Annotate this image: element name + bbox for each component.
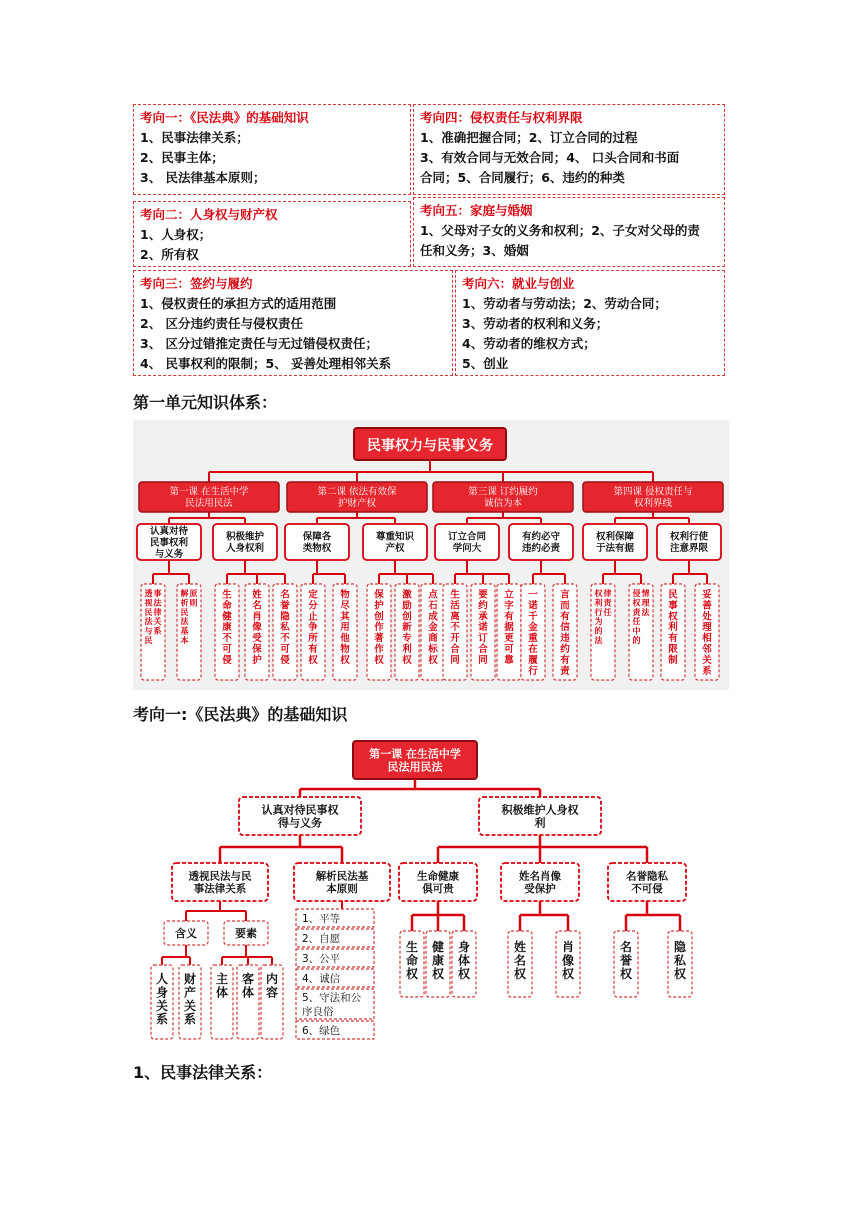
leaf-char: 肖 [561, 940, 575, 954]
leaf-char: 法 [153, 598, 162, 608]
lesson-one-diagram [150, 735, 710, 1040]
leaf-char: 诺 [528, 600, 538, 612]
mid-box-label: 利 [534, 816, 546, 830]
element-label: 要素 [235, 927, 257, 940]
cell-line: 3、有效合同与无效合同；4、 口头合同和书面 [420, 150, 680, 165]
leaf-char: 可 [222, 644, 232, 655]
cell-line: 4、 民事权利的限制；5、 妥善处理相邻关系 [140, 356, 392, 371]
topic-label: 与义务 [154, 548, 184, 560]
leaf-char: 他 [340, 633, 350, 645]
leaf-char: 责 [632, 607, 641, 617]
leaf-char: 可 [504, 644, 514, 655]
leaf-char: 像 [252, 622, 262, 634]
right-label [431, 939, 445, 981]
leaf-char: 定 [308, 589, 318, 601]
leaf-char: 订 [478, 633, 488, 645]
cell-title: 考向四：侵权责任与权利界限 [420, 110, 583, 125]
leaf-char: 中 [632, 626, 641, 636]
leaf-char: 止 [308, 611, 318, 623]
leaf-char: 康 [431, 953, 445, 968]
leaf-char: 有 [504, 611, 514, 623]
root-label: 民法用民法 [387, 760, 443, 774]
leaf-char: 财 [183, 972, 197, 986]
leaf-char: 创 [402, 611, 412, 623]
leaf-char: 健 [222, 611, 232, 623]
leaf-char: 命 [405, 953, 419, 968]
leaf-char: 产 [183, 985, 197, 1000]
leaf-char: 容 [265, 985, 279, 1000]
principle-label: 4、诚信 [302, 973, 341, 985]
lesson-label: 护财产权 [337, 498, 377, 510]
leaf-char: 石 [428, 600, 438, 612]
element-leaf-label [216, 971, 228, 999]
leaf-char: 理 [641, 598, 650, 608]
topic-label: 有约必守 [521, 531, 561, 543]
topic-label: 类物权 [302, 543, 332, 555]
cell-title: 考向五：家庭与婚姻 [420, 203, 533, 218]
topic-label: 民事权利 [149, 537, 189, 549]
leaf-char: 事 [668, 600, 678, 612]
leaf-char: 行 [594, 607, 603, 617]
topic-label: 注意界限 [669, 543, 709, 555]
leaf-char: 专 [402, 633, 412, 645]
topic-label: 产权 [385, 543, 405, 555]
leaf-char: 则 [189, 598, 198, 608]
leaf-char: 权 [561, 966, 575, 981]
leaf-char: 法 [594, 636, 603, 645]
lesson-label: 第三课 订约履约 [468, 486, 538, 498]
leaf-char: 制 [668, 654, 678, 666]
leaf-char: 用 [340, 622, 350, 634]
lesson-label: 权利界线 [633, 498, 673, 510]
leaf-label [450, 589, 460, 666]
root-label: 民事权力与民事义务 [367, 438, 493, 454]
cell-line: 1、准确把握合同；2、订立合同的过程 [420, 130, 638, 145]
cell-line: 1、侵权责任的承担方式的适用范围 [140, 296, 337, 311]
cell-title: 考向一：《民法典》的基础知识 [140, 110, 309, 125]
leaf-char: 生 [450, 589, 460, 601]
leaf-label [559, 589, 570, 677]
topic-label: 学问大 [452, 543, 482, 555]
principle-label: 5、守法和公 [302, 992, 362, 1004]
sub-box-label: 本原则 [326, 883, 358, 896]
leaf-char: 关 [183, 998, 197, 1013]
leaf-label [280, 589, 290, 666]
exam-direction-table [133, 104, 725, 376]
cell-line: 5、创业 [462, 356, 509, 371]
leaf-char: 护 [374, 600, 384, 612]
leaf-label [373, 589, 384, 666]
topic-label: 尊重知识 [375, 531, 415, 543]
leaf-char: 权 [668, 611, 678, 623]
leaf-char: 系 [183, 1012, 197, 1027]
leaf-char: 限 [668, 644, 678, 655]
leaf-char: 靠 [504, 654, 514, 666]
leaf-char: 信 [560, 622, 570, 634]
sub-box-label: 俱可贵 [422, 883, 454, 896]
leaf-char: 立 [504, 589, 514, 601]
leaf-char: 有 [668, 633, 678, 645]
leaf-label [221, 589, 232, 666]
leaf-label [401, 589, 412, 666]
leaf-label [667, 589, 678, 666]
leaf-char: 标 [428, 644, 438, 655]
sub-box-label: 解析民法基 [315, 870, 369, 883]
leaf-char: 善 [702, 600, 712, 612]
leaf-label [477, 589, 488, 666]
element-leaf-label [242, 971, 254, 999]
leaf-char: 关 [153, 617, 162, 627]
mid-box-label: 积极维护人身权 [501, 803, 579, 817]
lesson-label: 诚信为本 [483, 498, 523, 510]
exam-cell-1 [133, 104, 411, 195]
leaf-char: 利 [668, 622, 678, 634]
topic-label: 违约必责 [521, 543, 561, 555]
leaf-char: 有 [560, 654, 570, 666]
leaf-char: 权 [673, 966, 687, 981]
leaf-char: 作 [374, 644, 384, 655]
topic-label: 权利保障 [595, 531, 635, 543]
leaf-char: 人 [155, 972, 169, 986]
leaf-char: 相 [702, 633, 712, 645]
leaf-char: 言 [560, 589, 570, 601]
leaf-char: 主 [215, 972, 229, 986]
leaf-char: 重 [528, 633, 538, 645]
leaf-label [340, 589, 350, 666]
leaf-char: 法 [180, 617, 189, 627]
right-label [514, 939, 527, 981]
leaf-label [701, 589, 712, 677]
unit-knowledge-diagram [133, 420, 729, 690]
right-label [458, 939, 471, 981]
leaf-label [427, 589, 438, 666]
leaf-char: 更 [504, 633, 514, 645]
leaf-char: 透 [144, 589, 153, 598]
leaf-char: 物 [340, 589, 350, 601]
leaf-char: 金 [528, 622, 538, 634]
leaf-char: 成 [428, 611, 438, 623]
leaf-char: 其 [340, 611, 350, 623]
topic-label: 订立合同 [447, 531, 487, 543]
leaf-char: 体 [241, 985, 255, 1000]
topic-label: 权利行使 [669, 531, 709, 543]
cell-line: 2、 区分违约责任与侵权责任 [140, 316, 304, 331]
exam-cell-3 [133, 270, 453, 376]
leaf-char: 责 [560, 665, 570, 677]
leaf-char: 保 [252, 644, 262, 655]
leaf-char: 保 [374, 589, 384, 601]
leaf-char: 违 [560, 633, 570, 645]
leaf-char: 妥 [702, 589, 712, 601]
leaf-char: 合 [478, 644, 488, 655]
sub-box-label: 不可侵 [631, 883, 663, 896]
right-label [620, 939, 633, 981]
leaf-char: 字 [504, 600, 514, 612]
cell-line: 1、民事法律关系； [140, 130, 249, 145]
leaf-char: 活 [450, 600, 460, 612]
leaf-char: 责 [603, 598, 612, 608]
leaf-char: 权 [308, 654, 318, 666]
leaf-char: 名 [619, 940, 633, 954]
leaf-char: 名 [513, 953, 527, 968]
leaf-char: 理 [702, 622, 712, 634]
leaf-label [503, 589, 514, 666]
leaf-char: 权 [428, 654, 438, 666]
element-label: 含义 [175, 927, 197, 940]
leaf-char: 权 [374, 654, 384, 666]
cell-line: 合同；5、合同履行；6、违约的种类 [420, 170, 625, 185]
leaf-char: 律 [603, 589, 612, 598]
leaf-char: 不 [450, 622, 460, 634]
root-label: 第一课 在生活中学 [369, 747, 461, 761]
topic-label: 积极维护 [225, 531, 265, 543]
leaf-char: 点 [428, 589, 438, 601]
leaf-char: 履 [528, 654, 538, 666]
leaf-char: 隐 [280, 611, 290, 623]
leaf-char: 客 [241, 972, 255, 986]
leaf-char: 任 [603, 607, 612, 617]
lesson-label: 民法用民法 [185, 498, 233, 510]
leaf-char: 而 [560, 600, 570, 612]
mid-box-label: 得与义务 [278, 816, 322, 830]
leaf-char: 有 [560, 611, 570, 623]
leaf-char: 一 [528, 589, 538, 601]
cell-title: 考向六：就业与创业 [462, 276, 575, 291]
cell-line: 2、所有权 [140, 247, 199, 262]
leaf-char: 为 [594, 617, 603, 627]
sub-box-label: 事法律关系 [193, 883, 247, 896]
leaf-char: 创 [374, 611, 384, 623]
leaf-char: 争 [308, 622, 318, 634]
leaf-char: 健 [431, 940, 445, 954]
leaf-char: 事 [153, 589, 162, 598]
sub-box-label: 透视民法与民 [188, 870, 252, 883]
leaf-char: 法 [144, 617, 153, 627]
leaf-char: 生 [222, 589, 232, 601]
leaf-char: 私 [673, 953, 687, 968]
leaf-char: 权 [632, 598, 641, 608]
leaf-char: 原 [189, 589, 198, 598]
topic-label: 认真对待 [149, 525, 189, 537]
leaf-char: 的 [594, 626, 603, 636]
sub-box-label: 姓名肖像 [519, 870, 561, 883]
right-label [406, 939, 419, 981]
leaf-char: 系 [155, 1012, 169, 1027]
leaf-char: 民 [180, 607, 189, 617]
leaf-char: 侵 [280, 654, 290, 666]
leaf-char: 离 [450, 611, 460, 623]
exam-cell-4 [413, 104, 725, 195]
leaf-char: 处 [702, 611, 712, 623]
leaf-char: 像 [561, 953, 575, 968]
leaf-char: 不 [222, 633, 232, 645]
lesson-label: 第四课 侵权责任与 [613, 486, 693, 498]
leaf-char: 系 [153, 626, 162, 636]
section-heading-unit-system: 第一单元知识体系： [133, 393, 278, 412]
leaf-char: 所 [308, 633, 318, 645]
leaf-char: 法 [641, 607, 650, 617]
leaf-char: 激 [402, 589, 412, 601]
cell-line: 3、 区分过错推定责任与无过错侵权责任； [140, 336, 379, 351]
leaf-char: 权 [457, 966, 471, 981]
leaf-char: 内 [265, 972, 279, 986]
leaf-char: 要 [478, 589, 488, 601]
leaf-label [527, 590, 538, 677]
leaf-char: 承 [478, 611, 488, 623]
topic-label: 保障各 [302, 531, 332, 543]
exam-cell-6 [455, 270, 725, 376]
leaf-char: 千 [528, 611, 538, 623]
topic-label: 于法有据 [595, 543, 635, 555]
cell-line: 1、人身权； [140, 227, 212, 242]
topic-label: 人身权利 [225, 543, 265, 555]
leaf-char: 可 [280, 644, 290, 655]
leaf-char: 肖 [252, 611, 262, 623]
leaf-char: 姓 [252, 589, 262, 601]
leaf-char: 身 [457, 940, 471, 954]
leaf-char: 据 [504, 622, 514, 634]
cell-line: 任和义务；3、婚姻 [420, 243, 529, 258]
cell-line: 2、民事主体； [140, 150, 224, 165]
lesson-label: 第二课 依法有效保 [317, 486, 397, 498]
leaf-char: 民 [668, 589, 678, 601]
element-leaf-label [156, 972, 168, 1026]
leaf-char: 权 [619, 966, 633, 981]
leaf-char: 约 [560, 644, 570, 655]
leaf-char: 有 [308, 644, 318, 655]
leaf-char: 私 [280, 622, 290, 634]
leaf-char: 名 [280, 589, 290, 601]
leaf-char: 命 [222, 600, 232, 612]
leaf-char: 护 [252, 654, 262, 666]
principle-label: 6、绿色 [302, 1025, 341, 1037]
element-leaf-label [266, 971, 278, 999]
leaf-char: 誉 [619, 953, 633, 968]
exam-cell-2 [133, 201, 411, 267]
leaf-char: 基 [180, 626, 189, 636]
sub-box-label: 受保护 [524, 883, 556, 896]
sub-box-label: 生命健康 [417, 870, 459, 883]
leaf-char: 诺 [478, 622, 488, 634]
leaf-char: 任 [632, 617, 641, 627]
cell-title: 考向三：签约与履约 [140, 276, 253, 291]
lesson-label: 第一课 在生活中学 [169, 486, 249, 498]
leaf-char: 邻 [702, 644, 712, 655]
leaf-char: 与 [144, 626, 153, 636]
cell-line: 4、劳动者的维权方式； [462, 336, 596, 351]
principle-label: 2、自愿 [302, 933, 341, 945]
leaf-char: 权 [402, 654, 412, 666]
leaf-char: 金 [428, 622, 438, 634]
leaf-char: 权 [340, 654, 350, 666]
principle-label: 3、公平 [302, 953, 341, 965]
leaf-char: 利 [594, 598, 603, 608]
leaf-char: 关 [155, 998, 169, 1013]
leaf-char: 本 [180, 636, 189, 645]
leaf-char: 体 [215, 985, 229, 1000]
leaf-char: 康 [222, 622, 232, 634]
leaf-char: 系 [702, 665, 712, 677]
leaf-char: 不 [280, 633, 290, 645]
leaf-char: 作 [374, 622, 384, 634]
leaf-char: 体 [457, 953, 471, 968]
leaf-char: 分 [308, 600, 318, 612]
leaf-char: 解 [180, 589, 189, 598]
cell-line: 1、父母对子女的义务和权利；2、子女对父母的责 [420, 223, 700, 238]
leaf-label [252, 589, 262, 666]
leaf-char: 姓 [513, 940, 527, 954]
leaf-char: 的 [632, 636, 641, 645]
leaf-char: 生 [405, 940, 419, 954]
leaf-char: 民 [144, 607, 153, 617]
leaf-char: 权 [513, 966, 527, 981]
leaf-char: 名 [252, 600, 262, 612]
leaf-char: 著 [374, 633, 384, 645]
section-heading-exam-direction-1: 考向一:《民法典》的基础知识 [133, 705, 348, 724]
cell-line: 3、劳动者的权利和义务； [462, 316, 609, 331]
principle-label: 1、平等 [302, 913, 341, 925]
leaf-char: 权 [405, 966, 419, 981]
leaf-char: 励 [402, 600, 412, 612]
cell-line: 3、 民法律基本原则； [140, 170, 266, 185]
exam-cell-5 [413, 197, 725, 267]
leaf-char: 权 [594, 589, 603, 598]
cell-line: 1、劳动者与劳动法；2、劳动合同； [462, 296, 667, 311]
leaf-char: 新 [402, 622, 412, 634]
leaf-char: 同 [450, 654, 460, 666]
leaf-char: 身 [155, 985, 169, 1000]
sub-box-label: 名誉隐私 [626, 870, 668, 883]
element-leaf-label [184, 971, 196, 1026]
leaf-char: 析 [180, 598, 189, 608]
lesson-one-svg [150, 735, 710, 1040]
leaf-char: 在 [528, 644, 538, 655]
leaf-char: 受 [252, 633, 262, 645]
unit-knowledge-svg [133, 420, 729, 690]
leaf-char: 商 [428, 633, 438, 645]
leaf-char: 利 [402, 644, 412, 655]
leaf-char: 侵 [632, 589, 641, 598]
right-label [674, 939, 687, 981]
leaf-char: 行 [528, 665, 538, 677]
leaf-char: 律 [153, 607, 162, 617]
right-label [562, 939, 575, 981]
leaf-char: 关 [702, 654, 712, 666]
leaf-char: 隐 [673, 940, 687, 954]
leaf-char: 权 [431, 966, 445, 981]
leaf-char: 合 [450, 644, 460, 655]
principle-label: 序良俗 [302, 1006, 334, 1018]
leaf-char: 开 [450, 633, 460, 645]
leaf-char: 尽 [340, 600, 350, 612]
leaf-char: 约 [478, 600, 488, 612]
section-heading-civil-legal-relations: 1、民事法律关系： [133, 1063, 273, 1082]
leaf-char: 情 [641, 589, 650, 598]
mid-box-label: 认真对待民事权 [261, 803, 339, 817]
leaf-char: 誉 [280, 600, 290, 612]
leaf-char: 民 [144, 636, 153, 645]
leaf-char: 侵 [222, 654, 232, 666]
leaf-char: 视 [144, 598, 153, 608]
leaf-char: 物 [340, 644, 350, 655]
leaf-label [307, 589, 318, 666]
leaf-char: 同 [478, 654, 488, 666]
cell-title: 考向二：人身权与财产权 [140, 207, 278, 222]
